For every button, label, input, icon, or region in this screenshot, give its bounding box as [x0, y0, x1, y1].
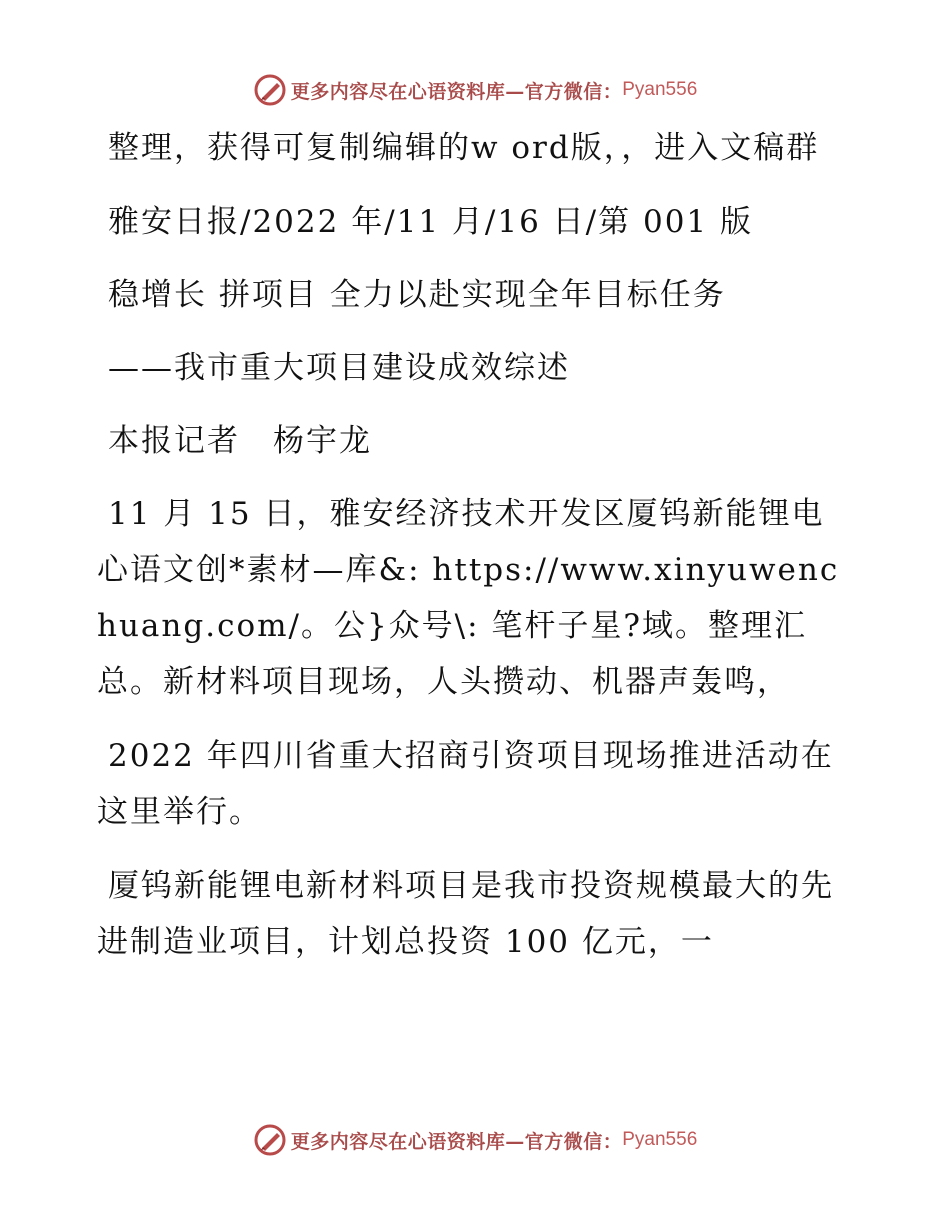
- paragraph-source: 雅安日报/2022 年/11 月/16 日/第 001 版: [108, 204, 754, 240]
- article-byline: 本报记者 杨宇龙: [108, 423, 372, 459]
- pen-logo-icon: [253, 73, 287, 107]
- banner-text: 更多内容尽在心语资料库—官方微信：: [290, 1130, 623, 1153]
- banner-wechat-id: Pyan556: [622, 1129, 698, 1150]
- header-watermark-banner: [0, 70, 950, 110]
- article-subtitle: ——我市重大项目建设成效综述: [108, 350, 570, 386]
- document-body: [97, 120, 857, 988]
- paragraph-body-1: 11 月 15 日，雅安经济技术开发区厦钨新能锂电心语文创*素材—库&: https://www.xinyuwenchuang.com/。公}众号\: 笔杆子星?域。整理汇总。新材料项目现场，人头攒动、机器声轰鸣，: [97, 496, 840, 700]
- pen-logo-icon: [253, 1123, 287, 1157]
- paragraph-body-3: 厦钨新能锂电新材料项目是我市投资规模最大的先进制造业项目，计划总投资 100 亿元，一: [97, 868, 834, 960]
- paragraph-body-2: 2022 年四川省重大招商引资项目现场推进活动在这里举行。: [97, 738, 834, 830]
- banner-text: 更多内容尽在心语资料库—官方微信：: [290, 80, 623, 103]
- footer-watermark-banner: [0, 1120, 950, 1160]
- article-title: 稳增长 拼项目 全力以赴实现全年目标任务: [108, 277, 726, 313]
- paragraph-intro: 整理，获得可复制编辑的w ord版，，进入文稿群: [108, 130, 820, 166]
- banner-wechat-id: Pyan556: [622, 79, 698, 100]
